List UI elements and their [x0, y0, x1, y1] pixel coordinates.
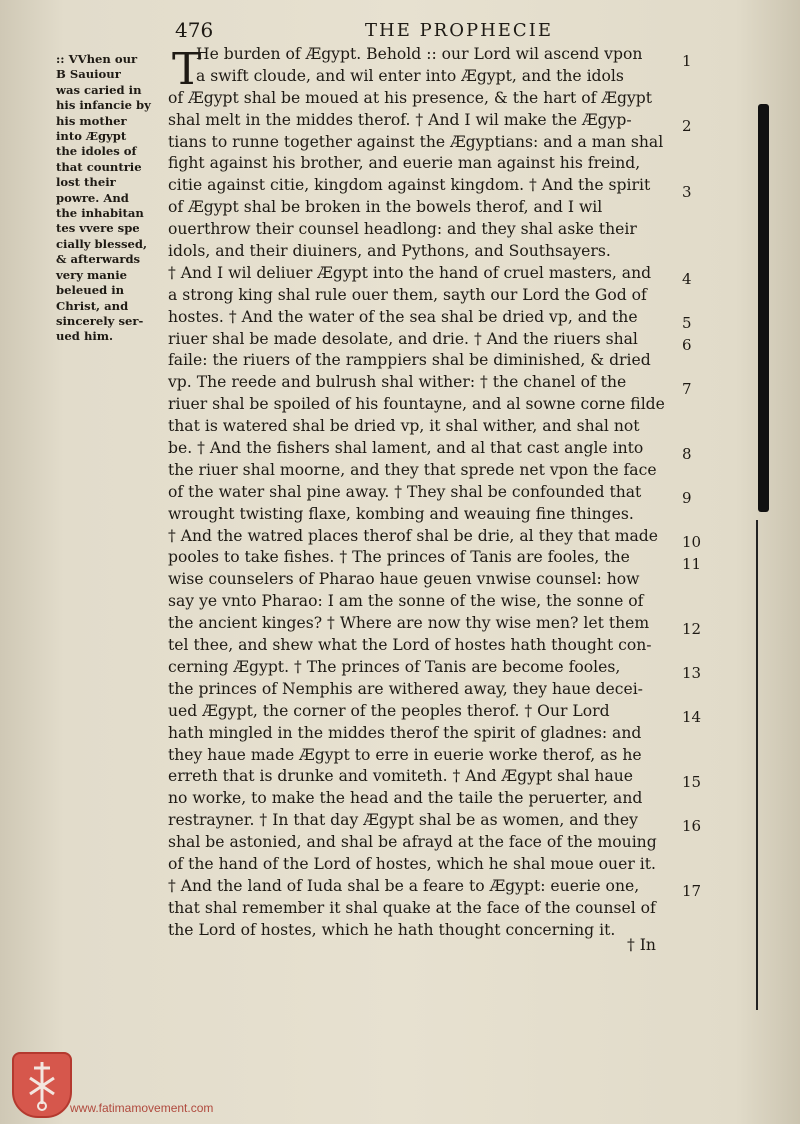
text-line: He burden of Ægypt. Behold :: our Lord wil ascend vpon — [196, 45, 643, 63]
text-line: riuer shal be spoiled of his fountayne, and al sowne corne filde — [168, 395, 665, 414]
margin-note — [56, 52, 170, 345]
text-line: restrayner. † In that day Ægypt shal be as women, and they — [168, 811, 638, 830]
text-line: fight against his brother, and euerie man against his freind, — [168, 154, 641, 173]
text-line: riuer shal be made desolate, and drie. † And the riuers shal — [168, 329, 638, 348]
text-line: idols, and their diuiners, and Pythons, and Southsayers. — [168, 242, 611, 261]
margin-note-line: into Ægypt — [56, 129, 127, 144]
text-line: hostes. † And the water of the sea shal be dried vp, and the — [168, 307, 638, 326]
verse-number: 11 — [682, 555, 702, 573]
text-line: ouerthrow their counsel headlong: and they shal aske their — [168, 220, 637, 239]
margin-note-line: & afterwards — [56, 252, 141, 267]
verse-number: 8 — [682, 445, 692, 463]
verse-number: 7 — [682, 380, 692, 398]
verse-number: 2 — [682, 117, 692, 135]
verse-number: 1 — [682, 52, 692, 70]
text-line: † And I wil deliuer Ægypt into the hand of cruel masters, and — [168, 263, 652, 282]
text-line: shal melt in the middes therof. † And I wil make the Ægyp- — [168, 110, 632, 129]
text-line: ued Ægypt, the corner of the peoples therof. † Our Lord — [168, 701, 610, 720]
text-line: a swift cloude, and wil enter into Ægypt, and the idols — [196, 66, 624, 85]
margin-note-line: was caried in — [56, 82, 142, 97]
verse-number: 16 — [682, 817, 702, 835]
text-line: erreth that is drunke and vomiteth. † And Ægypt shal haue — [168, 767, 634, 786]
verse-number: 15 — [682, 773, 702, 791]
text-line: of Ægypt shal be moued at his presence, & the hart of Ægypt — [168, 88, 653, 107]
margin-note-line: his infancie by — [56, 98, 151, 113]
text-line: shal be astonied, and shal be afrayd at the face of the mouing — [168, 833, 657, 852]
seal-logo — [12, 1052, 72, 1118]
verse-number: 12 — [682, 620, 702, 638]
margin-note-line: beleued in — [56, 283, 125, 298]
text-line: of the water shal pine away. † They shal be confounded that — [168, 482, 642, 501]
text-line: wrought twisting flaxe, kombing and weauing fine thinges. — [168, 504, 634, 523]
text-line: the Lord of hostes, which he hath thought concerning it. — [168, 920, 616, 939]
text-line: † And the watred places therof shal be drie, al they that made — [168, 526, 659, 545]
page-number: 476 — [175, 18, 214, 42]
drop-cap: T — [172, 44, 202, 95]
text-line: say ye vnto Pharao: I am the sonne of the wise, the sonne of — [168, 592, 644, 611]
text-line: a strong king shal rule ouer them, sayth our Lord the God of — [168, 285, 647, 304]
verse-number: 5 — [682, 314, 692, 332]
text-line: the riuer shal moorne, and they that sprede net vpon the face — [168, 460, 657, 479]
main-text — [168, 44, 688, 942]
margin-note-line: B Sauiour — [56, 67, 121, 82]
text-line: vp. The reede and bulrush shal wither: † the chanel of the — [168, 373, 627, 392]
text-line: cerning Ægypt. † The princes of Tanis are become fooles, — [168, 657, 621, 676]
verse-number: 6 — [682, 336, 692, 354]
gutter-line — [756, 520, 758, 1010]
text-line: no worke, to make the head and the taile the peruerter, and — [168, 789, 643, 808]
text-line: that is watered shal be dried vp, it shal wither, and shal not — [168, 417, 640, 436]
margin-note-line: Christ, and — [56, 298, 129, 313]
catchword: † In — [627, 936, 656, 954]
footer-url: www.fatimamovement.com — [70, 1101, 214, 1115]
page-header: THE PROPHECIE — [365, 20, 553, 41]
margin-note-line: that countrie — [56, 159, 142, 174]
margin-note-line: his mother — [56, 113, 127, 128]
text-line: tel thee, and shew what the Lord of hostes hath thought con- — [168, 636, 652, 655]
keys-icon — [14, 1054, 70, 1116]
text-line: citie against citie, kingdom against kingdom. † And the spirit — [168, 176, 651, 195]
text-line: faile: the riuers of the ramppiers shal be diminished, & dried — [168, 351, 651, 370]
verse-number: 17 — [682, 882, 702, 900]
margin-note-line: cially blessed, — [56, 236, 148, 251]
text-line: tians to runne together against the Ægyptians: and a man shal — [168, 132, 664, 151]
verse-number: 3 — [682, 183, 692, 201]
text-line: † And the land of Iuda shal be a feare to Ægypt: euerie one, — [168, 876, 640, 895]
text-line: they haue made Ægypt to erre in euerie worke therof, as he — [168, 745, 642, 764]
margin-note-line: lost their — [56, 175, 116, 190]
margin-note-line: very manie — [56, 267, 127, 282]
text-line: that shal remember it shal quake at the face of the counsel of — [168, 898, 656, 917]
margin-note-line: ued him. — [56, 329, 114, 344]
text-line: wise counselers of Pharao haue geuen vnwise counsel: how — [168, 570, 640, 589]
text-line: the princes of Nemphis are withered away, they haue decei- — [168, 679, 643, 698]
text-line: the ancient kinges? † Where are now thy wise men? let them — [168, 614, 650, 633]
text-line: hath mingled in the middes therof the spirit of gladnes: and — [168, 723, 642, 742]
margin-note-line: sincerely ser- — [56, 313, 144, 328]
text-line: of the hand of the Lord of hostes, which he shal moue ouer it. — [168, 854, 656, 873]
verse-number: 13 — [682, 664, 702, 682]
margin-note-line: tes vvere spe — [56, 221, 140, 236]
margin-note-line: :: VVhen our — [56, 52, 138, 66]
text-line: be. † And the fishers shal lament, and al that cast angle into — [168, 439, 644, 458]
verse-number: 14 — [682, 708, 702, 726]
gutter-shadow — [758, 104, 769, 512]
verse-number: 9 — [682, 489, 692, 507]
verse-number: 4 — [682, 270, 692, 288]
margin-note-line: powre. And — [56, 190, 129, 205]
text-line: of Ægypt shal be broken in the bowels therof, and I wil — [168, 198, 603, 217]
margin-note-line: the idoles of — [56, 144, 137, 159]
text-line: pooles to take fishes. † The princes of Tanis are fooles, the — [168, 548, 630, 567]
verse-number: 10 — [682, 533, 702, 551]
margin-note-line: the inhabitan — [56, 206, 144, 221]
